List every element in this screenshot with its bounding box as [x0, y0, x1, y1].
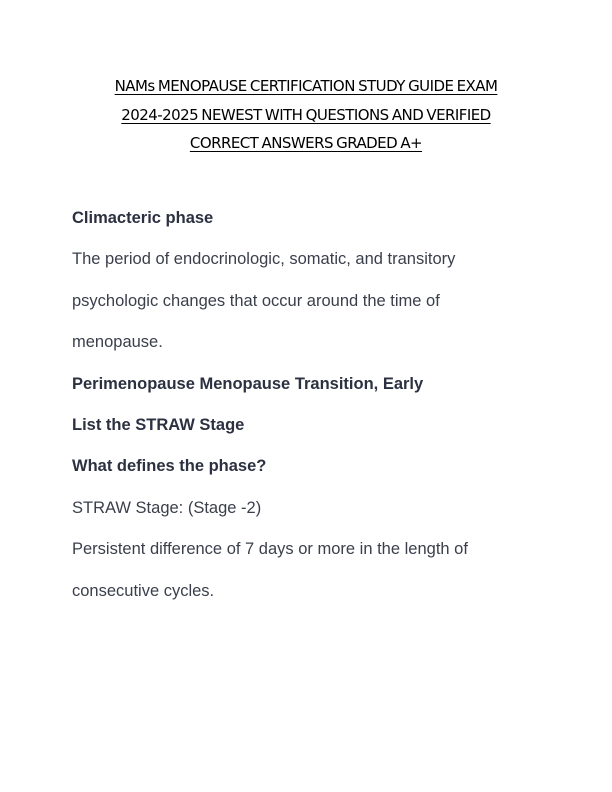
- title-line: 2024-2025 NEWEST WITH QUESTIONS AND VERIFIED: [121, 105, 491, 124]
- answer-line: consecutive cycles.: [72, 582, 215, 600]
- definition-line: menopause.: [72, 333, 163, 351]
- answer-line: STRAW Stage: (Stage -2): [72, 499, 262, 517]
- title-line: NAMs MENOPAUSE CERTIFICATION STUDY GUIDE EXAM: [114, 77, 498, 95]
- term-heading: Climacteric phase: [72, 209, 214, 227]
- title-line: CORRECT ANSWERS GRADED A+: [189, 134, 423, 152]
- answer-line: Persistent difference of 7 days or more in the length of: [72, 540, 468, 558]
- question-heading: What defines the phase?: [72, 457, 267, 475]
- document-title: [40, 72, 572, 158]
- question-heading: List the STRAW Stage: [72, 416, 245, 434]
- definition-line: The period of endocrinologic, somatic, and transitory: [72, 250, 456, 268]
- definition-line: psychologic changes that occur around the time of: [72, 292, 440, 310]
- term-heading: Perimenopause Menopause Transition, Early: [72, 375, 424, 393]
